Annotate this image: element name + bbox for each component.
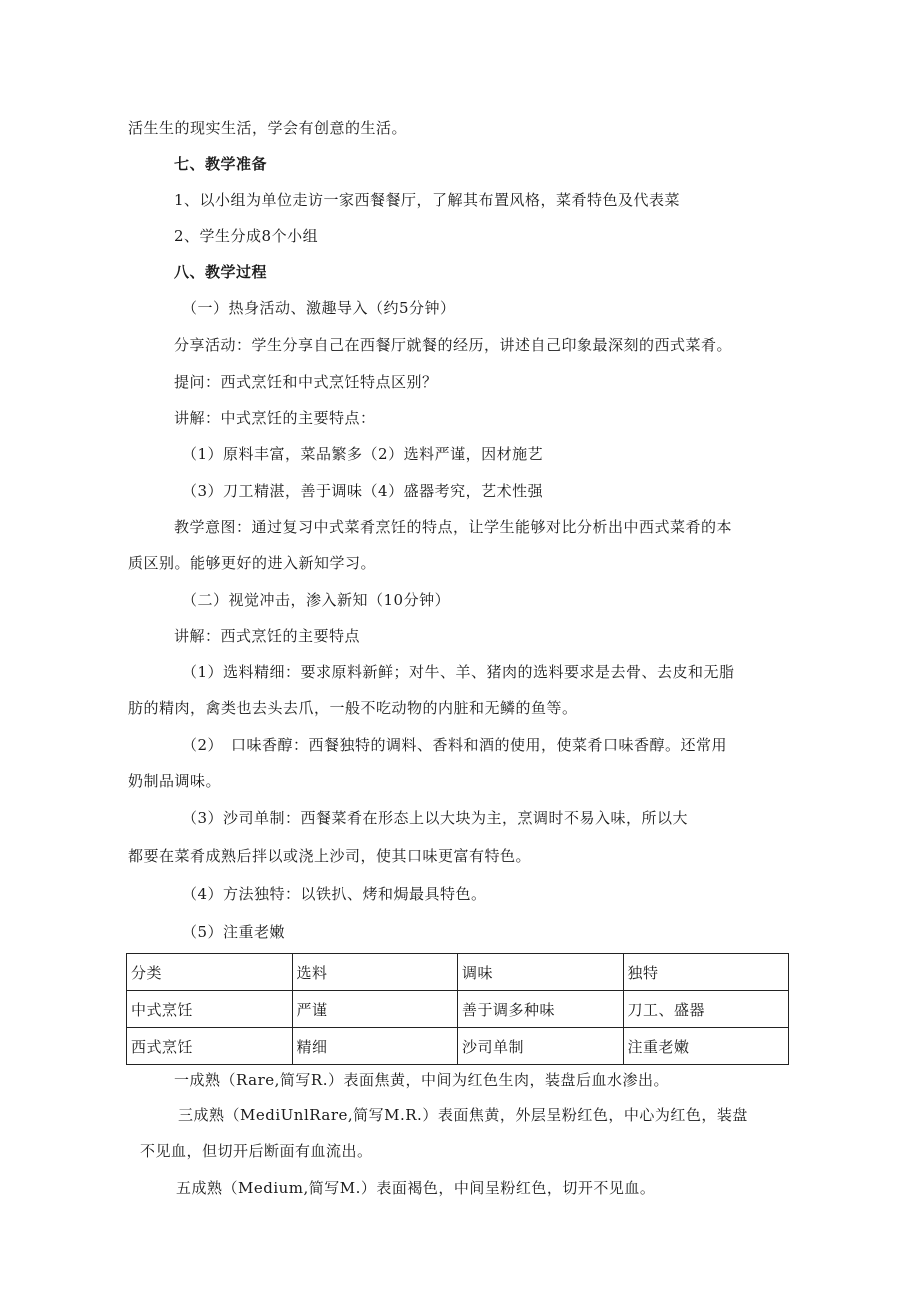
paragraph-line: （3）沙司单制：西餐菜肴在形态上以大块为主，烹调时不易入味，所以大 (182, 809, 689, 827)
section-heading: 七、教学准备 (174, 155, 268, 173)
paragraph-line: 五成熟（Medium,简写M.）表面褐色，中间呈粉红色，切开不见血。 (176, 1179, 656, 1197)
paragraph-line: 分享活动：学生分享自己在西餐厅就餐的经历，讲述自己印象最深刻的西式菜肴。 (174, 336, 733, 354)
paragraph-line: （3）刀工精湛，善于调味（4）盛器考究，艺术性强 (182, 482, 544, 500)
paragraph-line: 1、以小组为单位走访一家西餐餐厅，了解其布置风格，菜肴特色及代表菜 (174, 191, 681, 209)
table-header-cell: 选料 (292, 954, 458, 991)
table-cell: 注重老嫩 (623, 1028, 789, 1065)
subsection-heading: （二）视觉冲击，渗入新知（10分钟） (182, 591, 451, 609)
paragraph-line: （1）选料精细：要求原料新鲜；对牛、羊、猪肉的选料要求是去骨、去皮和无脂 (182, 663, 735, 681)
paragraph-line: 2、学生分成8个小组 (174, 227, 319, 245)
table-cell: 精细 (292, 1028, 458, 1065)
subsection-heading: （一）热身活动、激趣导入（约5分钟） (182, 299, 456, 317)
paragraph-line: 都要在菜肴成熟后拌以或浇上沙司，使其口味更富有特色。 (128, 847, 532, 865)
paragraph-line: （5）注重老嫩 (182, 923, 286, 941)
paragraph-line: 肪的精肉，禽类也去头去爪，一般不吃动物的内脏和无鳞的鱼等。 (128, 699, 578, 717)
section-heading: 八、教学过程 (174, 263, 268, 281)
table-header-cell: 分类 (127, 954, 293, 991)
table-header-cell: 独特 (623, 954, 789, 991)
paragraph-line: 一成熟（Rare,简写R.）表面焦黄，中间为红色生肉，装盘后血水渗出。 (174, 1071, 669, 1089)
table-cell: 善于调多种味 (458, 991, 624, 1028)
table-row (127, 991, 789, 1028)
paragraph-line: 不见血，但切开后断面有血流出。 (140, 1142, 373, 1160)
table-cell: 西式烹饪 (127, 1028, 293, 1065)
table-cell: 刀工、盛器 (623, 991, 789, 1028)
paragraph-line: （2） 口味香醇：西餐独特的调料、香料和酒的使用，使菜肴口味香醇。还常用 (182, 736, 728, 754)
paragraph-line: 讲解：中式烹饪的主要特点： (174, 409, 376, 427)
paragraph-line: 讲解：西式烹饪的主要特点 (174, 627, 361, 645)
paragraph-line: （1）原料丰富，菜品繁多（2）选料严谨，因材施艺 (182, 445, 544, 463)
paragraph-line: （4）方法独特：以铁扒、烤和焗最具特色。 (182, 885, 487, 903)
comparison-table (126, 953, 789, 1065)
table-header-row (127, 954, 789, 991)
table-cell: 沙司单制 (458, 1028, 624, 1065)
table-header-cell: 调味 (458, 954, 624, 991)
table-cell: 中式烹饪 (127, 991, 293, 1028)
paragraph-line: 奶制品调味。 (128, 772, 222, 790)
paragraph-line: 质区别。能够更好的进入新知学习。 (128, 554, 377, 572)
table-cell: 严谨 (292, 991, 458, 1028)
paragraph-line: 三成熟（MediUnlRare,简写M.R.）表面焦黄，外层呈粉红色，中心为红色，装盘 (178, 1106, 748, 1124)
paragraph-line: 教学意图：通过复习中式菜肴烹饪的特点，让学生能够对比分析出中西式菜肴的本 (174, 518, 733, 536)
paragraph-line: 提问：西式烹饪和中式烹饪特点区别？ (174, 373, 438, 391)
paragraph-line: 活生生的现实生活，学会有创意的生活。 (128, 119, 408, 137)
table-row (127, 1028, 789, 1065)
